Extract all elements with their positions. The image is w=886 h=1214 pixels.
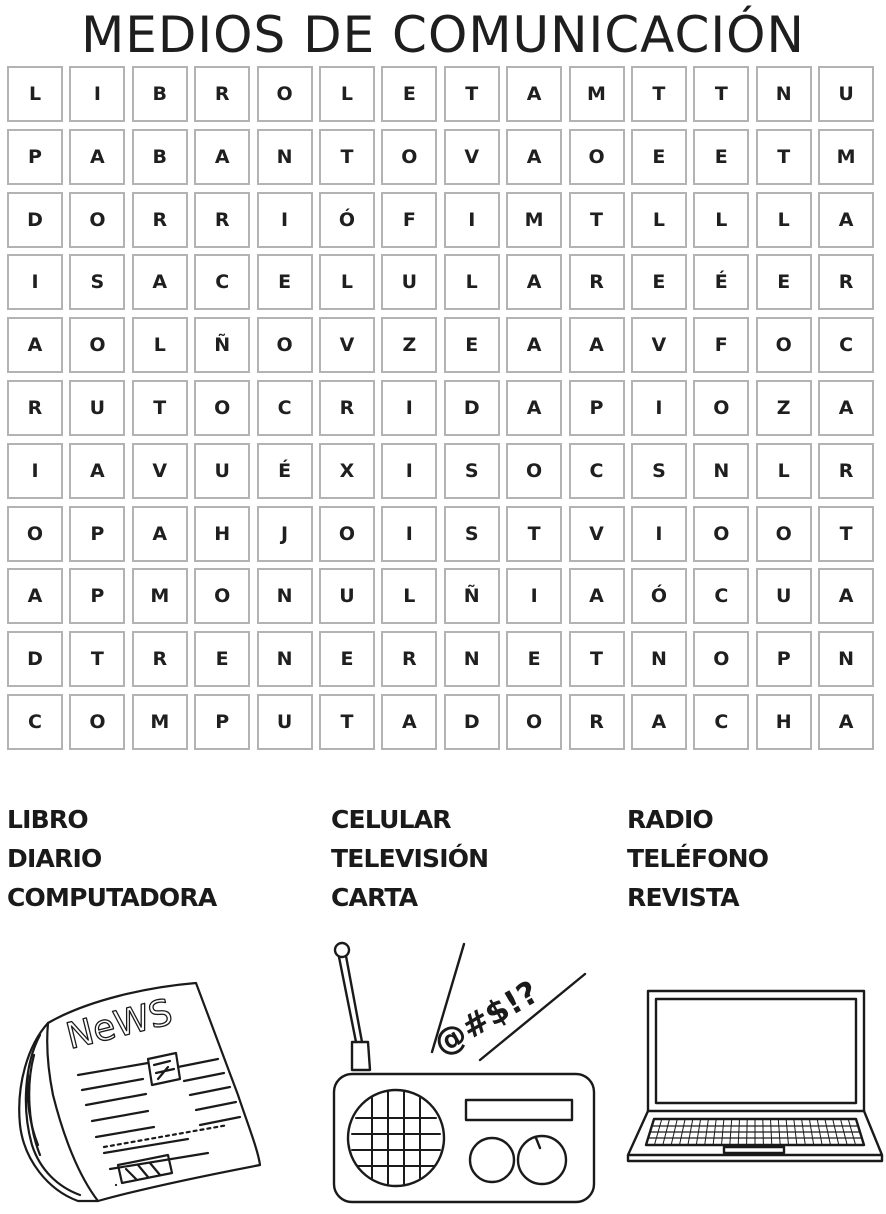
page-title: MEDIOS DE COMUNICACIÓN — [81, 6, 805, 64]
word-item: CARTA — [331, 883, 418, 912]
grid-cell: D — [444, 694, 500, 750]
grid-cell: O — [194, 380, 250, 436]
grid-cell: V — [132, 443, 188, 499]
grid-cell: O — [693, 380, 749, 436]
grid-cell: C — [7, 694, 63, 750]
grid-cell: P — [7, 129, 63, 185]
grid-cell: A — [569, 568, 625, 624]
grid-cell: A — [818, 380, 874, 436]
grid-cell: U — [257, 694, 313, 750]
grid-cell: T — [506, 506, 562, 562]
word-item: TELEVISIÓN — [331, 844, 489, 873]
grid-cell: S — [444, 443, 500, 499]
grid-cell: Ó — [319, 192, 375, 248]
grid-cell: O — [257, 66, 313, 122]
grid-cell: Z — [381, 317, 437, 373]
grid-cell: E — [631, 254, 687, 310]
grid-cell: O — [194, 568, 250, 624]
grid-cell: A — [818, 192, 874, 248]
grid-cell: I — [506, 568, 562, 624]
grid-cell: A — [569, 317, 625, 373]
word-item: TELÉFONO — [627, 844, 769, 873]
grid-cell: É — [257, 443, 313, 499]
grid-cell: R — [381, 631, 437, 687]
grid-cell: T — [756, 129, 812, 185]
grid-cell: N — [257, 631, 313, 687]
grid-cell: I — [257, 192, 313, 248]
grid-cell: O — [756, 317, 812, 373]
grid-cell: I — [631, 380, 687, 436]
grid-cell: N — [257, 129, 313, 185]
grid-cell: N — [444, 631, 500, 687]
radio-icon — [330, 938, 600, 1210]
grid-cell: U — [381, 254, 437, 310]
grid-cell: P — [569, 380, 625, 436]
word-item: LIBRO — [7, 805, 88, 834]
grid-cell: O — [693, 631, 749, 687]
grid-cell: N — [631, 631, 687, 687]
word-column-2 — [331, 800, 488, 917]
grid-cell: R — [818, 443, 874, 499]
grid-cell: U — [756, 568, 812, 624]
grid-cell: I — [69, 66, 125, 122]
grid-cell: A — [194, 129, 250, 185]
grid-cell: A — [506, 129, 562, 185]
grid-cell: I — [444, 192, 500, 248]
grid-cell: L — [132, 317, 188, 373]
grid-cell: P — [69, 506, 125, 562]
grid-cell: E — [631, 129, 687, 185]
grid-cell: U — [69, 380, 125, 436]
grid-cell: N — [756, 66, 812, 122]
word-search-grid — [7, 66, 874, 750]
grid-cell: T — [69, 631, 125, 687]
grid-cell: V — [444, 129, 500, 185]
newspaper-headline: NeWS — [62, 991, 177, 1058]
grid-cell: E — [257, 254, 313, 310]
grid-cell: N — [257, 568, 313, 624]
word-column-3 — [627, 800, 768, 917]
grid-cell: C — [693, 568, 749, 624]
grid-cell: A — [69, 129, 125, 185]
grid-cell: L — [7, 66, 63, 122]
grid-cell: C — [818, 317, 874, 373]
grid-cell: N — [818, 631, 874, 687]
grid-cell: D — [7, 631, 63, 687]
grid-cell: E — [381, 66, 437, 122]
grid-cell: R — [132, 631, 188, 687]
grid-cell: O — [506, 443, 562, 499]
grid-cell: T — [631, 66, 687, 122]
grid-cell: M — [569, 66, 625, 122]
grid-cell: E — [756, 254, 812, 310]
grid-cell: E — [444, 317, 500, 373]
grid-cell: L — [444, 254, 500, 310]
grid-cell: T — [693, 66, 749, 122]
grid-cell: I — [7, 254, 63, 310]
grid-cell: R — [818, 254, 874, 310]
grid-cell: U — [319, 568, 375, 624]
grid-cell: T — [444, 66, 500, 122]
grid-cell: A — [631, 694, 687, 750]
grid-cell: A — [506, 380, 562, 436]
grid-cell: S — [444, 506, 500, 562]
grid-cell: I — [381, 443, 437, 499]
grid-cell: L — [693, 192, 749, 248]
grid-cell: R — [194, 192, 250, 248]
grid-cell: P — [194, 694, 250, 750]
grid-cell: H — [194, 506, 250, 562]
grid-cell: O — [319, 506, 375, 562]
word-item: RADIO — [627, 805, 713, 834]
grid-cell: F — [693, 317, 749, 373]
grid-cell: M — [506, 192, 562, 248]
grid-cell: L — [756, 443, 812, 499]
grid-cell: É — [693, 254, 749, 310]
grid-cell: A — [506, 254, 562, 310]
grid-cell: I — [381, 380, 437, 436]
grid-cell: L — [756, 192, 812, 248]
grid-cell: T — [132, 380, 188, 436]
grid-cell: P — [69, 568, 125, 624]
grid-cell: I — [7, 443, 63, 499]
grid-cell: T — [818, 506, 874, 562]
grid-cell: O — [569, 129, 625, 185]
grid-cell: C — [693, 694, 749, 750]
grid-cell: A — [132, 254, 188, 310]
laptop-icon — [624, 985, 886, 1170]
radio-symbols: @#$!? — [427, 972, 545, 1063]
grid-cell: S — [631, 443, 687, 499]
word-list — [0, 800, 886, 930]
grid-cell: S — [69, 254, 125, 310]
grid-cell: H — [756, 694, 812, 750]
grid-cell: D — [7, 192, 63, 248]
grid-cell: U — [818, 66, 874, 122]
grid-cell: T — [569, 631, 625, 687]
grid-cell: V — [631, 317, 687, 373]
grid-cell: L — [631, 192, 687, 248]
grid-cell: M — [132, 694, 188, 750]
word-item: COMPUTADORA — [7, 883, 217, 912]
grid-cell: A — [506, 66, 562, 122]
grid-cell: O — [69, 694, 125, 750]
grid-cell: O — [381, 129, 437, 185]
grid-cell: N — [693, 443, 749, 499]
word-item: DIARIO — [7, 844, 102, 873]
grid-cell: T — [569, 192, 625, 248]
grid-cell: L — [381, 568, 437, 624]
grid-cell: M — [132, 568, 188, 624]
grid-cell: E — [693, 129, 749, 185]
grid-cell: F — [381, 192, 437, 248]
grid-cell: V — [319, 317, 375, 373]
grid-cell: O — [756, 506, 812, 562]
grid-cell: Z — [756, 380, 812, 436]
grid-cell: C — [569, 443, 625, 499]
grid-cell: I — [381, 506, 437, 562]
grid-cell: A — [381, 694, 437, 750]
word-item: CELULAR — [331, 805, 451, 834]
newspaper-icon — [8, 975, 270, 1205]
grid-cell: E — [319, 631, 375, 687]
grid-cell: C — [194, 254, 250, 310]
grid-cell: R — [569, 694, 625, 750]
grid-cell: A — [818, 568, 874, 624]
grid-cell: L — [319, 66, 375, 122]
grid-cell: O — [69, 317, 125, 373]
grid-cell: T — [319, 129, 375, 185]
grid-cell: R — [569, 254, 625, 310]
grid-cell: O — [257, 317, 313, 373]
grid-cell: T — [319, 694, 375, 750]
grid-cell: R — [319, 380, 375, 436]
grid-cell: C — [257, 380, 313, 436]
grid-cell: U — [194, 443, 250, 499]
grid-cell: D — [444, 380, 500, 436]
grid-cell: O — [7, 506, 63, 562]
grid-cell: E — [194, 631, 250, 687]
grid-cell: O — [506, 694, 562, 750]
grid-cell: Ñ — [444, 568, 500, 624]
grid-cell: X — [319, 443, 375, 499]
grid-cell: R — [194, 66, 250, 122]
grid-cell: L — [319, 254, 375, 310]
grid-cell: B — [132, 66, 188, 122]
grid-cell: R — [7, 380, 63, 436]
grid-cell: Ñ — [194, 317, 250, 373]
word-column-1 — [7, 800, 216, 917]
grid-cell: A — [69, 443, 125, 499]
grid-cell: V — [569, 506, 625, 562]
grid-cell: A — [818, 694, 874, 750]
grid-cell: I — [631, 506, 687, 562]
grid-cell: O — [69, 192, 125, 248]
grid-cell: B — [132, 129, 188, 185]
grid-cell: A — [132, 506, 188, 562]
grid-cell: R — [132, 192, 188, 248]
grid-cell: A — [7, 317, 63, 373]
word-item: REVISTA — [627, 883, 739, 912]
grid-cell: Ó — [631, 568, 687, 624]
grid-cell: J — [257, 506, 313, 562]
grid-cell: M — [818, 129, 874, 185]
grid-cell: E — [506, 631, 562, 687]
grid-cell: P — [756, 631, 812, 687]
grid-cell: O — [693, 506, 749, 562]
grid-cell: A — [506, 317, 562, 373]
grid-cell: A — [7, 568, 63, 624]
